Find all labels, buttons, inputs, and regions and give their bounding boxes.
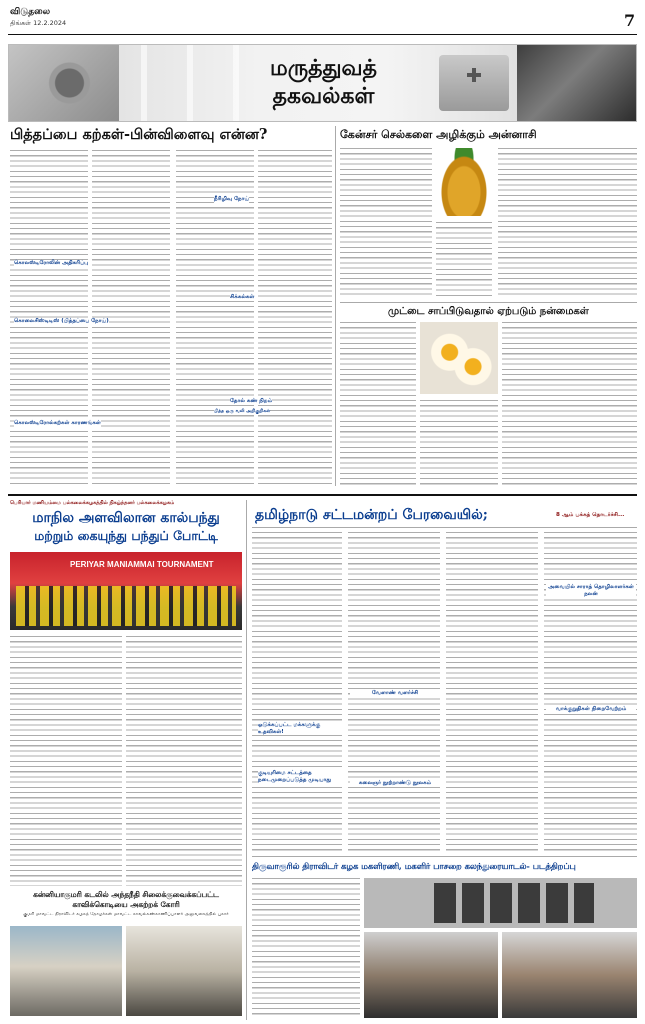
banner-title-line2: தகவல்கள் [272, 83, 375, 109]
assembly-sub-2: குடியுரிமை சட்டத்தை நடைமுறைப்படுத்த முடியாது [258, 770, 342, 783]
assembly-title-rule [252, 527, 637, 528]
tournament-photo [10, 552, 242, 630]
banner-title-line1: மருத்துவத் [270, 55, 377, 81]
pineapple-photo [436, 148, 492, 216]
tiruvarur-title: திருவாரூரில் திராவிடர் கழக மகளிரணி, மகளிர் பாசறை கலந்துரையாடல்- படத்திறப்பு [252, 861, 576, 871]
tournament-banner-text: PERIYAR MANIAMMAI TOURNAMENT [70, 560, 214, 569]
assembly-col-3 [446, 532, 538, 852]
assembly-sub-6: வாக்குறுதிகள் நிறைவேற்றம் [546, 706, 636, 713]
assembly-title: தமிழ்நாடு சட்டமன்றப் பேரவையில்; [255, 507, 488, 523]
health-col-divider [335, 126, 336, 486]
assembly-col-1 [252, 532, 342, 852]
pineapple-col-2 [436, 222, 492, 298]
sports-kicker: பெரியார் மணியம்மை பல்கலைக்கழகத்தில் நிகழ்ந்தனர் பல்கலைக்கழகம் [10, 500, 175, 506]
egg-title: முட்டை சாப்பிடுவதால் ஏற்படும் நன்மைகள் [388, 306, 589, 317]
egg-top-rule [340, 302, 637, 303]
gallstone-sub-3: கொலஸ்டிரோல்கற்கள் காரணங்கள் [14, 420, 101, 426]
assembly-sub-4: கலைஞர் நூற்றாண்டு நூலகம் [350, 780, 440, 787]
medical-kit-photo [439, 55, 509, 111]
gallstone-title: பித்தப்பை கற்கள்-பின்விளைவு என்ன? [10, 126, 268, 143]
gallstone-sub-5: சிக்கல்கள் [230, 294, 255, 300]
kanniyakumari-photo-2 [126, 926, 242, 1016]
assembly-bottom-rule [252, 856, 637, 857]
tiruvarur-meeting-photo-2 [502, 932, 637, 1018]
assembly-sub-1: ஒடுக்கப்பட்ட மக்களுக்கு உதவிகள்! [258, 722, 342, 735]
pineapple-col-3 [498, 148, 637, 298]
section-divider [8, 494, 637, 496]
assembly-col-4 [544, 532, 637, 852]
tiruvarur-meeting-photo-1 [364, 932, 498, 1018]
kanniyakumari-photo-1 [10, 926, 122, 1016]
masthead-rule [8, 34, 637, 35]
gallstone-col-4 [258, 150, 332, 485]
sports-col-2 [126, 636, 242, 886]
sports-col-1 [10, 636, 122, 886]
assembly-sub-5: அவையில் சாராத் தொழிலாளர்கள் நலன் [546, 584, 636, 597]
pineapple-title: கேன்சர் செல்களை அழிக்கும் அன்னாசி [340, 128, 537, 141]
masthead-paper-name: விடுதலை [10, 7, 51, 17]
kanniyakumari-sub: குமரி மாவட்ட திராவிடர் கழகத் தோழர்கள் மாவட்ட காவல்கண்காணிப்பாளர் அலுவலகத்தில் புகார் [23, 912, 229, 917]
egg-col-3 [502, 322, 637, 486]
kanniyakumari-title: கன்னியாகுமரி கடலில் அந்தநீதி சிலைக்குவைக்கப்பட்ட காவிக்கொடியை அகற்றக் கோரி [33, 890, 219, 909]
egg-col-1 [340, 322, 416, 486]
masthead [0, 0, 645, 40]
players-group [16, 586, 236, 626]
surgery-photo [517, 45, 637, 121]
page-number: 7 [624, 11, 636, 30]
gallstone-sub-7: பித்த ஒரு வலி அறிகுறிகள் [214, 409, 271, 414]
sports-title-line2: மற்றும் கையுந்து பந்துப் போட்டி [34, 528, 218, 543]
egg-col-2 [420, 400, 498, 486]
left-col-divider [246, 500, 247, 1020]
gallstone-sub-6: தோல் கண் நிறம் [230, 398, 272, 404]
pineapple-col-1 [340, 148, 432, 298]
tiruvarur-portraits-photo [364, 878, 637, 928]
sports-title-line1: மாநில அளவிலான கால்பந்து [32, 510, 220, 526]
gallstone-sub-1: கொலஸ்டிரோலின் அதிகரிப்பு [14, 260, 89, 266]
tiruvarur-col-1 [252, 878, 360, 1018]
boiled-eggs-photo [420, 322, 498, 394]
health-banner [8, 44, 637, 122]
gallstone-sub-2: கொலைசிஸ்டிடிஸ் (பித்தப்பை நோய்) [14, 318, 109, 324]
portrait-frames [434, 883, 594, 923]
masthead-date: திங்கள் 12.2.2024 [10, 19, 67, 27]
assembly-sub-3: வேளாண் வளர்ச்சி [350, 690, 440, 697]
gallstone-sub-4: நீரிழிவு நோய் [214, 196, 250, 202]
assembly-continued: 8 ஆம் பக்கத் தொடர்ச்சி... [556, 512, 625, 518]
